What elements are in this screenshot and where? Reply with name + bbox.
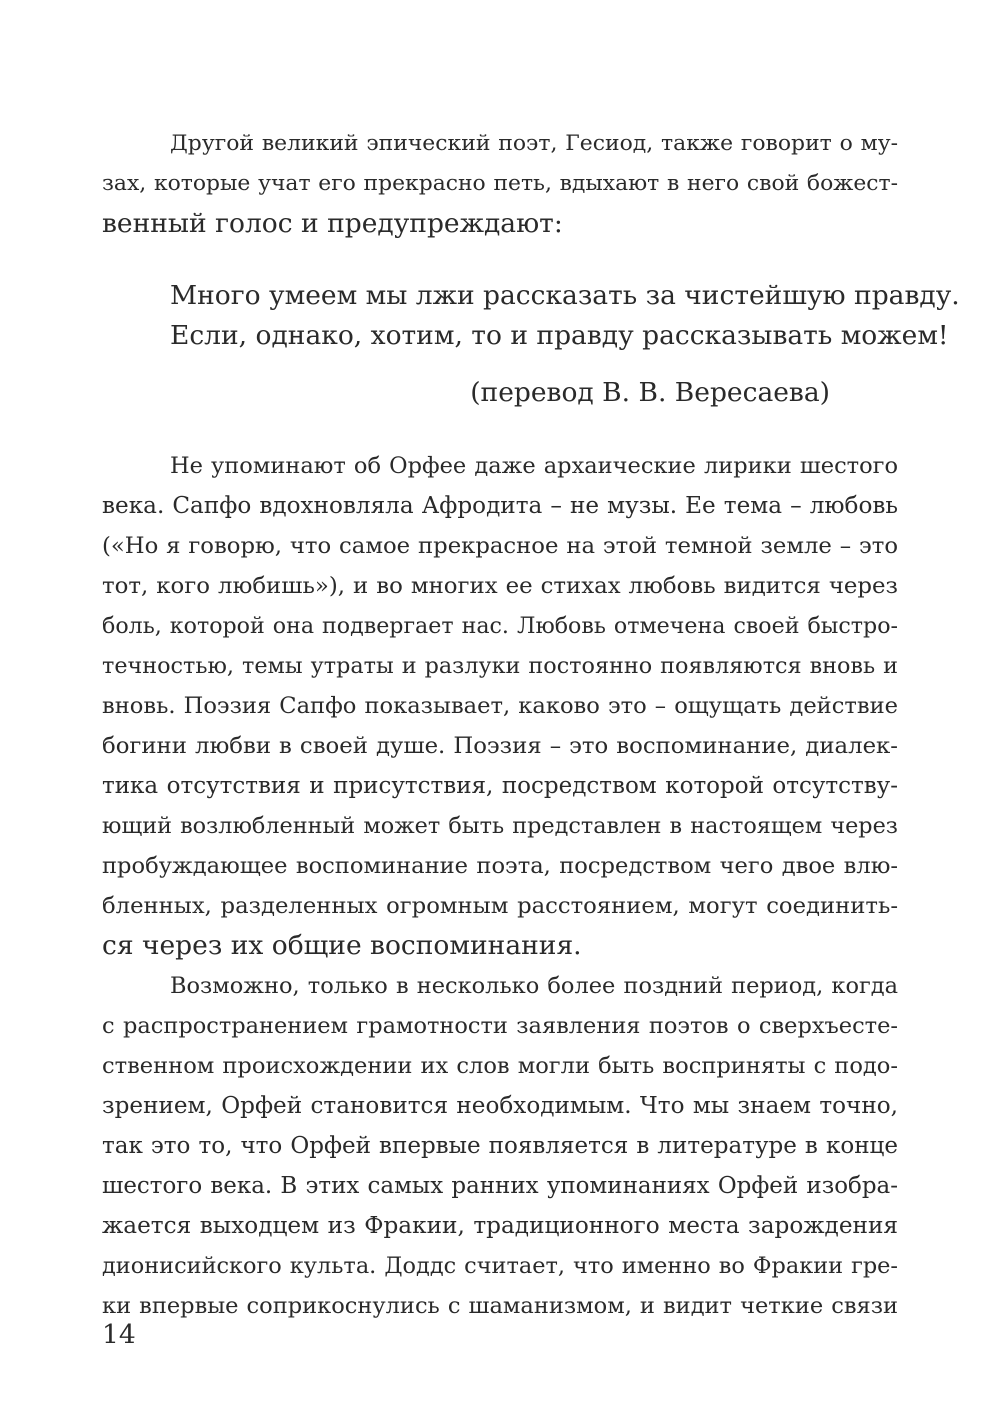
paragraph-1-line: венный голос и предупреждают: [102, 208, 563, 239]
paragraph-2-line: ющий возлюбленный может быть представлен в настоящем через [102, 813, 898, 839]
paragraph-3-line: так это то, что Орфей впервые появляется в литературе в конце [102, 1133, 898, 1159]
paragraph-2-line: боль, которой она подвергает нас. Любовь отмечена своей быстро- [102, 613, 898, 639]
paragraph-2-line: тот, кого любишь»), и во многих ее стихах любовь видится через [102, 573, 898, 599]
paragraph-2-line: богини любви в своей душе. Поэзия – это воспоминание, диалек- [102, 733, 898, 759]
verse-line: Если, однако, хотим, то и правду рассказывать можем! [170, 320, 949, 351]
paragraph-2-line: бленных, разделенных огромным расстоянием, могут соединить- [102, 893, 898, 919]
page-number: 14 [102, 1319, 136, 1350]
paragraph-2-line: вновь. Поэзия Сапфо показывает, каково это – ощущать действие [102, 693, 898, 719]
paragraph-2-line: Не упоминают об Орфее даже архаические лирики шестого [170, 453, 898, 479]
paragraph-3-line: жается выходцем из Фракии, традиционного места зарождения [102, 1213, 898, 1239]
paragraph-2-line: ся через их общие воспоминания. [102, 930, 582, 961]
paragraph-2-line: («Но я говорю, что самое прекрасное на этой темной земле – это [102, 533, 898, 559]
paragraph-1-line: зах, которые учат его прекрасно петь, вдыхают в него свой божест- [102, 171, 898, 196]
paragraph-2-line: века. Сапфо вдохновляла Афродита – не музы. Ее тема – любовь [102, 493, 898, 519]
paragraph-3-line: Возможно, только в несколько более поздний период, когда [170, 973, 898, 999]
translation-attribution: (перевод В. В. Вересаева) [470, 377, 830, 408]
paragraph-2-line: течностью, темы утраты и разлуки постоянно появляются вновь и [102, 653, 898, 679]
verse-line: Много умеем мы лжи рассказать за чистейшую правду. [170, 280, 960, 311]
paragraph-3-line: дионисийского культа. Доддс считает, что именно во Фракии гре- [102, 1253, 898, 1279]
paragraph-1-line: Другой великий эпический поэт, Гесиод, также говорит о му- [170, 131, 898, 156]
paragraph-2-line: тика отсутствия и присутствия, посредством которой отсутству- [102, 773, 898, 799]
paragraph-3-line: ки впервые соприкоснулись с шаманизмом, и видит четкие связи [102, 1293, 898, 1319]
paragraph-3-line: ственном происхождении их слов могли быть восприняты с подо- [102, 1053, 898, 1079]
paragraph-2-line: пробуждающее воспоминание поэта, посредством чего двое влю- [102, 853, 898, 879]
paragraph-3-line: зрением, Орфей становится необходимым. Что мы знаем точно, [102, 1093, 898, 1119]
paragraph-3-line: с распространением грамотности заявления поэтов о сверхъесте- [102, 1013, 898, 1039]
paragraph-3-line: шестого века. В этих самых ранних упоминаниях Орфей изобра- [102, 1173, 898, 1199]
